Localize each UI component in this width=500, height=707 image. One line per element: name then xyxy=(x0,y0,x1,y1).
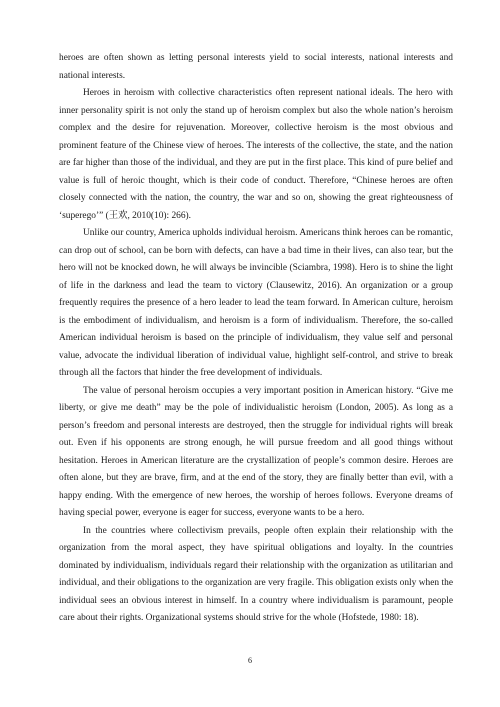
paragraph-personal-heroism-value: The value of personal heroism occupies a very important position in American history. “Give me liberty, or give me death” may be the pole of individualistic heroism (London, 2005). As long as a person’s freedom and personal interests are destroyed, then the struggle for individual rights will break out. Even if his opponents are strong enough, he will pursue freedom and all good things without hesitation. Heroes in American literature are the crystallization of people’s common desire. Heroes are often alone, but they are brave, firm, and at the end of the story, they are finally better than evil, with a happy ending. With the emergence of new heroes, the worship of heroes follows. Everyone dreams of having special power, everyone is eager for success, everyone wants to be a hero. xyxy=(59,385,453,518)
paragraph-individual-heroism: Unlike our country, America upholds individual heroism. Americans think heroes can be romantic, can drop out of school, can be born with defects, can have a bad time in their lives, can also tear, but the hero will not be knocked down, he will always be invincible (Sciambra, 1998). Hero is to shine the light of life in the darkness and lead the team to victory (Clausewitz, 2016). An organization or a group frequently requires the presence of a hero leader to lead the team forward. In American culture, heroism is the embodiment of individualism, and heroism is a form of individualism. Therefore, the so-called American individual heroism is based on the principle of individualism, they value self and personal value, advocate the individual liberation of individual value, highlight self-control, and strive to break through all the factors that hinder the free development of individuals. xyxy=(59,228,453,378)
paragraph-collective-heroism: Heroes in heroism with collective characteristics often represent national ideals. The hero with inner personality spirit is not only the stand up of heroism complex but also the whole nation’s heroism complex and the desire for rejuvenation. Moreover, collective heroism is the most obvious and prominent feature of the Chinese view of heroes. The interests of the collective, the state, and the nation are far higher than those of the individual, and they are put in the first place. This kind of pure belief and value is full of heroic thought, which is their code of conduct. Therefore, “Chinese heroes are often closely connected with the nation, the country, the war and so on, showing the great righteousness of ‘superego’” (王欢, 2010(10): 266). xyxy=(59,88,453,221)
page-number: 6 xyxy=(248,656,252,665)
body-text xyxy=(59,50,453,628)
paragraph-continuation: heroes are often shown as letting personal interests yield to social interests, national interests and national interests. xyxy=(59,53,453,81)
paragraph-collectivism-countries: In the countries where collectivism prevails, people often explain their relationship with the organization from the moral aspect, they have spiritual obligations and loyalty. In the countries dominated by individualism, individuals regard their relationship with the organization as utilitarian and individual, and their obligations to the organization are very fragile. This obligation exists only when the individual sees an obvious interest in himself. In a country where individualism is paramount, people care about their rights. Organizational systems should strive for the whole (Hofstede, 1980: 18). xyxy=(59,525,453,623)
